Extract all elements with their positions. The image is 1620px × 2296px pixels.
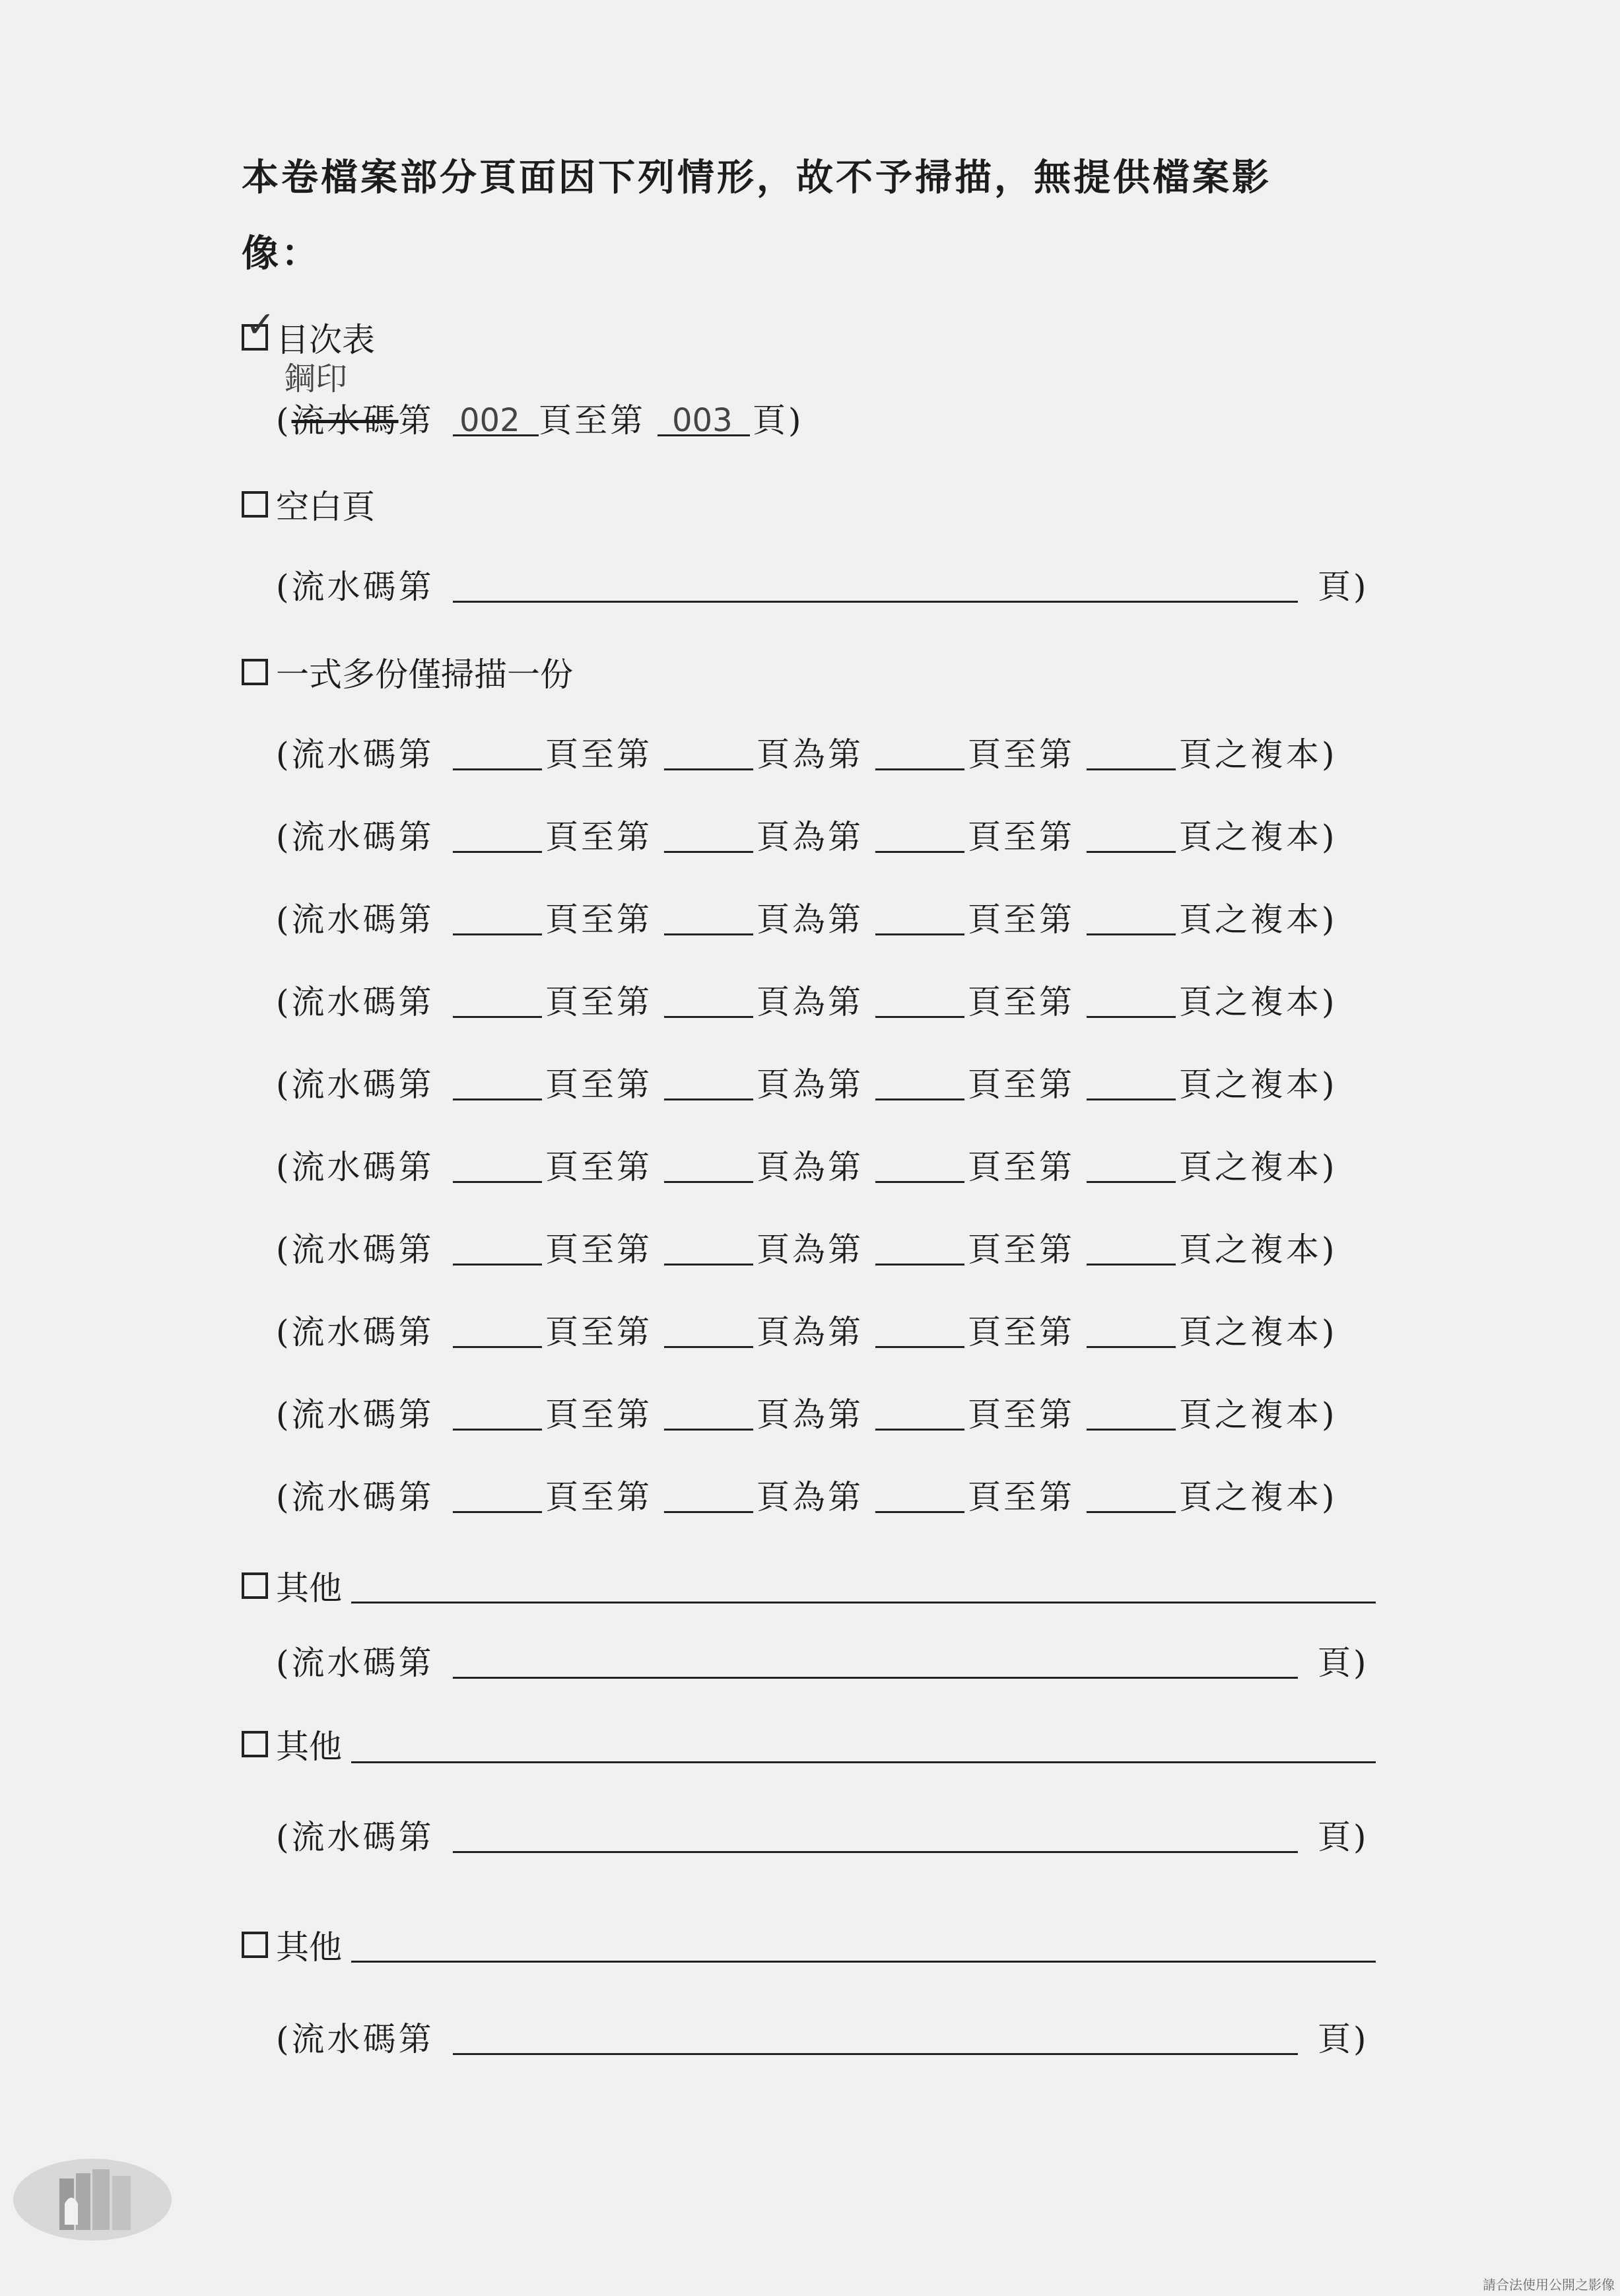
other-fill-line-1 <box>351 1602 1376 1604</box>
blank-line-copy-to <box>1087 768 1176 770</box>
blank-line-from <box>453 1511 542 1513</box>
page-to-label: 頁至第 <box>968 983 1075 1021</box>
page-to-label: 頁至第 <box>968 1313 1075 1351</box>
blank-line-from <box>453 851 542 853</box>
page-to-label: 頁至第 <box>968 1478 1075 1516</box>
other-option-2[interactable] <box>242 1720 342 1768</box>
blank-line-copy-to <box>1087 1098 1176 1100</box>
page-to-label: 頁至第 <box>545 1231 652 1269</box>
other-serial-row-3 <box>276 2019 1372 2060</box>
blank-line-from <box>453 1346 542 1348</box>
copy-row <box>276 1229 1372 1270</box>
blank-line-from <box>453 1429 542 1431</box>
check-mark-icon: ✓ <box>246 304 276 345</box>
page-to-label: 頁至第 <box>545 1065 652 1104</box>
blank-line-copy-from <box>875 933 964 935</box>
page-to-label: 頁至第 <box>968 1231 1075 1269</box>
page-as-label: 頁為第 <box>757 1065 863 1104</box>
copy-row <box>276 1147 1372 1188</box>
heading-line-1: 本卷檔案部分頁面因下列情形，故不予掃描，無提供檔案影 <box>242 156 1271 199</box>
copy-suffix-label: 頁之複本) <box>1179 818 1337 856</box>
blank-line-to <box>664 1016 753 1018</box>
other-fill-line-3 <box>351 1961 1376 1963</box>
serial-prefix: (流水碼第 <box>276 1148 434 1186</box>
end-label: 頁) <box>1318 568 1369 606</box>
end-label: 頁) <box>1318 2020 1369 2058</box>
serial-prefix: (流水碼第 <box>276 2020 434 2058</box>
blank-line-to <box>664 851 753 853</box>
page-to-label: 頁至第 <box>545 1148 652 1186</box>
blank-line-copy-to <box>1087 1181 1176 1183</box>
copy-suffix-label: 頁之複本) <box>1179 1065 1337 1104</box>
copy-suffix-label: 頁之複本) <box>1179 1148 1337 1186</box>
serial-prefix: (流水碼第 <box>276 818 434 856</box>
page-to-label: 頁至第 <box>545 818 652 856</box>
blank-line-copy-from <box>875 768 964 770</box>
serial-prefix: (流水碼第 <box>276 568 434 606</box>
page-as-label: 頁為第 <box>757 900 863 939</box>
page-to-label: 頁至第 <box>968 1065 1075 1104</box>
copy-row <box>276 1064 1372 1105</box>
other-label-3: 其他 <box>276 1928 342 1967</box>
checkbox[interactable] <box>242 1932 268 1958</box>
blank-line-copy-from <box>875 1511 964 1513</box>
blank-page-option[interactable] <box>242 481 375 528</box>
copy-suffix-label: 頁之複本) <box>1179 735 1337 774</box>
copy-row <box>276 817 1372 858</box>
blank-line-copy-to <box>1087 1429 1176 1431</box>
serial-prefix: (流水碼第 <box>276 983 434 1021</box>
page-as-label: 頁為第 <box>757 1313 863 1351</box>
blank-line-to <box>664 1511 753 1513</box>
fill-line <box>453 1851 1298 1853</box>
blank-line-to <box>664 1264 753 1266</box>
other-option-1[interactable] <box>242 1562 342 1609</box>
blank-line-copy-from <box>875 1346 964 1348</box>
blank-line-copy-from <box>875 1181 964 1183</box>
blank-line-copy-from <box>875 1016 964 1018</box>
page-to-label: 頁至第 <box>968 735 1075 774</box>
serial-prefix: (流水碼第 <box>276 1313 434 1351</box>
checkbox[interactable] <box>242 1731 268 1757</box>
page-as-label: 頁為第 <box>757 1478 863 1516</box>
serial-prefix: (流水碼第 <box>276 1818 434 1856</box>
checkbox[interactable] <box>242 1572 268 1599</box>
blank-line-copy-to <box>1087 1264 1176 1266</box>
blank-line-from <box>453 933 542 935</box>
page-to-label: 頁至第 <box>545 1478 652 1516</box>
blank-line-from <box>453 768 542 770</box>
blank-line-copy-to <box>1087 933 1176 935</box>
other-fill-line-2 <box>351 1761 1376 1763</box>
blank-line-copy-from <box>875 1098 964 1100</box>
copy-row <box>276 1394 1372 1435</box>
page-to-label: 頁至第 <box>968 900 1075 939</box>
blank-page-row <box>276 566 1372 607</box>
blank-line-from <box>453 1098 542 1100</box>
page-to-label: 頁至第 <box>968 1148 1075 1186</box>
page-to-label: 頁至第 <box>968 1396 1075 1434</box>
blank-line-from <box>453 1264 542 1266</box>
multi-copy-label: 一式多份僅掃描一份 <box>276 656 573 694</box>
checkbox[interactable] <box>242 491 268 518</box>
blank-line-to <box>664 933 753 935</box>
blank-line-to <box>664 1181 753 1183</box>
toc-end-label: 頁) <box>753 401 804 440</box>
other-label-2: 其他 <box>276 1728 342 1766</box>
copy-suffix-label: 頁之複本) <box>1179 1396 1337 1434</box>
copy-row <box>276 1477 1372 1518</box>
checkbox[interactable] <box>242 659 268 685</box>
blank-line-from <box>453 1181 542 1183</box>
copy-suffix-label: 頁之複本) <box>1179 1478 1337 1516</box>
serial-prefix: (流水碼第 <box>276 1478 434 1516</box>
blank-line-copy-from <box>875 851 964 853</box>
toc-label: 目次表 <box>276 321 375 359</box>
copy-row <box>276 734 1372 775</box>
page-to-label: 頁至第 <box>545 983 652 1021</box>
footer-watermark: 請合法使用公開之影像 <box>1483 2277 1615 2293</box>
page-to-label: 頁至第 <box>545 1396 652 1434</box>
blank-line-copy-from <box>875 1429 964 1431</box>
multi-copy-option[interactable] <box>242 648 573 696</box>
blank-line-copy-to <box>1087 1511 1176 1513</box>
page-as-label: 頁為第 <box>757 818 863 856</box>
toc-range-row: (流水碼第 002 頁至第 003 頁) <box>276 401 804 440</box>
fill-line <box>453 601 1298 603</box>
page-as-label: 頁為第 <box>757 1148 863 1186</box>
serial-prefix: (流水碼第 <box>276 735 434 774</box>
blank-line-to <box>664 1098 753 1100</box>
checkbox-checked[interactable] <box>242 304 276 351</box>
toc-page-to-label: 頁至第 <box>539 401 646 440</box>
copy-suffix-label: 頁之複本) <box>1179 1313 1337 1351</box>
serial-prefix: (流水碼第 <box>276 1231 434 1269</box>
page-to-label: 頁至第 <box>545 900 652 939</box>
other-label-1: 其他 <box>276 1569 342 1607</box>
blank-line-copy-to <box>1087 851 1176 853</box>
copy-row <box>276 982 1372 1023</box>
handwritten-seal-note: 鋼印 <box>284 360 348 397</box>
end-label: 頁) <box>1318 1818 1369 1856</box>
blank-line-to <box>664 768 753 770</box>
page-to-label: 頁至第 <box>545 1313 652 1351</box>
blank-line-copy-to <box>1087 1016 1176 1018</box>
copy-suffix-label: 頁之複本) <box>1179 983 1337 1021</box>
page-as-label: 頁為第 <box>757 735 863 774</box>
serial-prefix: (流水碼第 <box>276 1396 434 1434</box>
page-as-label: 頁為第 <box>757 1231 863 1269</box>
copy-row <box>276 1312 1372 1353</box>
toc-to-value: 003 <box>672 402 733 439</box>
blank-line-copy-from <box>875 1264 964 1266</box>
archive-logo-icon <box>13 2152 178 2245</box>
page-to-label: 頁至第 <box>968 818 1075 856</box>
serial-prefix: (流水碼第 <box>276 900 434 939</box>
page-to-label: 頁至第 <box>545 735 652 774</box>
fill-line <box>453 2053 1298 2055</box>
other-serial-row-2 <box>276 1817 1372 1858</box>
serial-prefix: (流水碼第 <box>276 1644 434 1682</box>
blank-page-label: 空白頁 <box>276 488 375 526</box>
heading-line-2: 像： <box>242 232 321 275</box>
fill-line <box>453 1677 1298 1679</box>
copy-suffix-label: 頁之複本) <box>1179 900 1337 939</box>
other-option-3[interactable] <box>242 1921 342 1969</box>
toc-from-value: 002 <box>459 402 520 439</box>
end-label: 頁) <box>1318 1644 1369 1682</box>
blank-line-from <box>453 1016 542 1018</box>
page-as-label: 頁為第 <box>757 983 863 1021</box>
other-serial-row-1 <box>276 1642 1372 1683</box>
copy-suffix-label: 頁之複本) <box>1179 1231 1337 1269</box>
page-as-label: 頁為第 <box>757 1396 863 1434</box>
blank-line-to <box>664 1429 753 1431</box>
blank-line-to <box>664 1346 753 1348</box>
blank-line-copy-to <box>1087 1346 1176 1348</box>
struck-serial-label: 流水碼 <box>291 401 399 440</box>
copy-row <box>276 899 1372 940</box>
serial-prefix: (流水碼第 <box>276 1065 434 1104</box>
